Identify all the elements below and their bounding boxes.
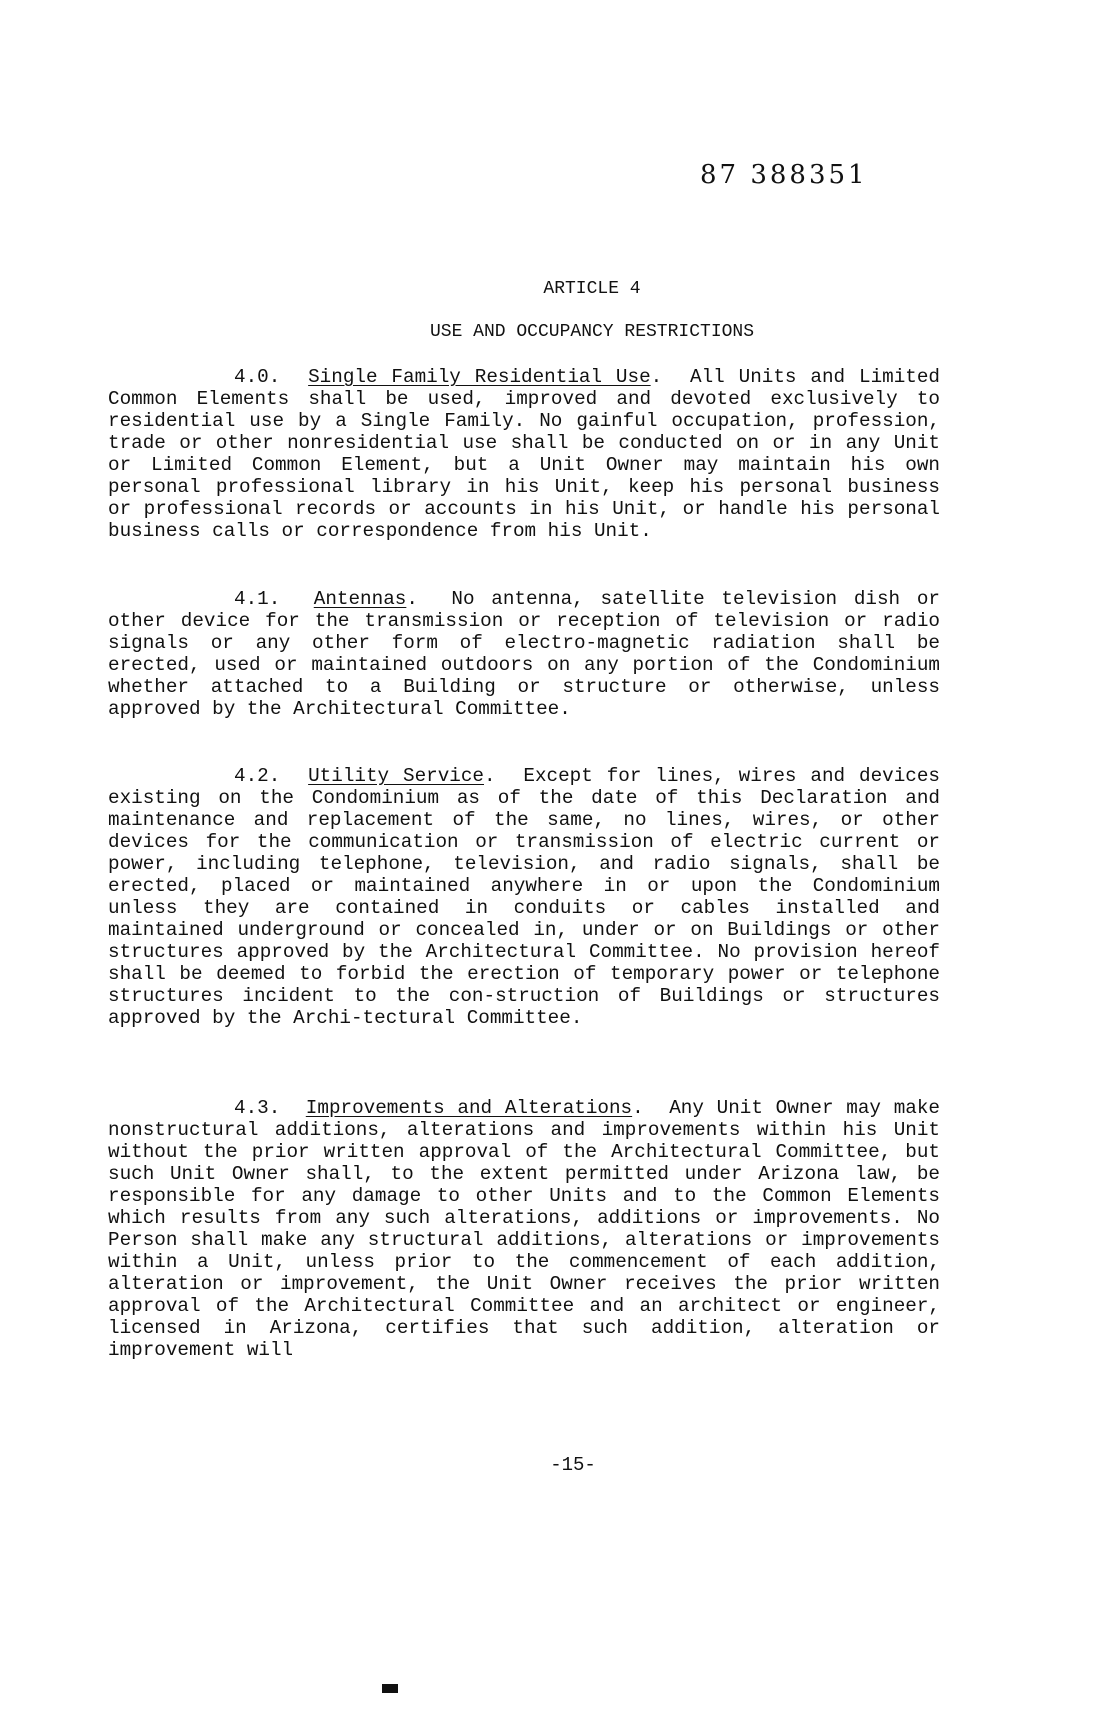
section-number: 4.2. <box>234 765 281 787</box>
section-title: Single Family Residential Use <box>308 366 651 388</box>
section-title: Improvements and Alterations <box>305 1097 633 1119</box>
article-title: ARTICLE 4 <box>543 279 641 299</box>
section-4-1: 4.1. Antennas. No antenna, satellite television dish or other device for the transmission or reception of television or radio signals or any other form of electro-magnetic radiation shall be erected, used or maintained outdoors on any portion of the Condominium whether attached to a Building or structure or otherwise, unless approved by the Architectural Committee. <box>108 588 940 720</box>
scan-mark <box>382 1684 398 1693</box>
section-4-3: 4.3. Improvements and Alterations. Any Unit Owner may make nonstructural additions, alterations and improvements within his Unit without the prior written approval of the Architectural Committee, but such Unit Owner shall, to the extent permitted under Arizona law, be responsible for any damage to other Units and to the Common Elements which results from any such alterations, additions or improvements. No Person shall make any structural additions, alterations or improvements within a Unit, unless prior to the commencement of each addition, alteration or improvement, the Unit Owner receives the prior written approval of the Architectural Committee and an architect or engineer, licensed in Arizona, certifies that such addition, alteration or improvement will <box>108 1097 940 1361</box>
section-body: Except for lines, wires and devices existing on the Condominium as of the date of this Declaration and maintenance and replacement of the same, no lines, wires, or other devices for the communication or transmission of electric current or power, including telephone, television, and radio signals, shall be erected, placed or maintained anywhere in or upon the Condominium unless they are contained in conduits or cables installed and maintained underground or concealed in, under or on Buildings or other structures approved by the Architectural Committee. No provision hereof shall be deemed to forbid the erection of temporary power or telephone structures incident to the con-struction of Buildings or structures approved by the Archi-tectural Committee. <box>108 765 940 1029</box>
section-body: Any Unit Owner may make nonstructural additions, alterations and improvements within his Unit without the prior written approval of the Architectural Committee, but such Unit Owner shall, to the extent permitted under Arizona law, be responsible for any damage to other Units and to the Common Elements which results from any such alterations, additions or improvements. No Person shall make any structural additions, alterations or improvements within a Unit, unless prior to the commencement of each addition, alteration or improvement, the Unit Owner receives the prior written approval of the Architectural Committee and an architect or engineer, licensed in Arizona, certifies that such addition, alteration or improvement will <box>108 1097 940 1361</box>
section-4-0: 4.0. Single Family Residential Use. All Units and Limited Common Elements shall be used, improved and devoted exclusively to residential use by a Single Family. No gainful occupation, profession, trade or other nonresidential use shall be conducted on or in any Unit or Limited Common Element, but a Unit Owner may maintain his own personal professional library in his Unit, keep his personal business or professional records or accounts in his Unit, or handle his personal business calls or correspondence from his Unit. <box>108 366 940 542</box>
document-number: 87 388351 <box>700 160 868 190</box>
section-body: No antenna, satellite television dish or other device for the transmission or reception of television or radio signals or any other form of electro-magnetic radiation shall be erected, used or maintained outdoors on any portion of the Condominium whether attached to a Building or structure or otherwise, unless approved by the Architectural Committee. <box>108 588 940 720</box>
section-title: Antennas <box>313 588 407 610</box>
section-title: Utility Service <box>308 765 484 787</box>
article-subtitle: USE AND OCCUPANCY RESTRICTIONS <box>429 322 755 342</box>
section-number: 4.3. <box>234 1097 281 1119</box>
section-body: All Units and Limited Common Elements shall be used, improved and devoted exclusively to residential use by a Single Family. No gainful occupation, profession, trade or other nonresidential use shall be conducted on or in any Unit or Limited Common Element, but a Unit Owner may maintain his own personal professional library in his Unit, keep his personal business or professional records or accounts in his Unit, or handle his personal business calls or correspondence from his Unit. <box>108 366 940 542</box>
section-4-2: 4.2. Utility Service. Except for lines, wires and devices existing on the Condominium as of the date of this Declaration and maintenance and replacement of the same, no lines, wires, or other devices for the communication or transmission of electric current or power, including telephone, television, and radio signals, shall be erected, placed or maintained anywhere in or upon the Condominium unless they are contained in conduits or cables installed and maintained underground or concealed in, under or on Buildings or other structures approved by the Architectural Committee. No provision hereof shall be deemed to forbid the erection of temporary power or telephone structures incident to the con-struction of Buildings or structures approved by the Archi-tectural Committee. <box>108 765 940 1029</box>
section-number: 4.1. <box>234 588 281 610</box>
section-number: 4.0. <box>234 366 281 388</box>
page-number: -15- <box>550 1454 596 1476</box>
